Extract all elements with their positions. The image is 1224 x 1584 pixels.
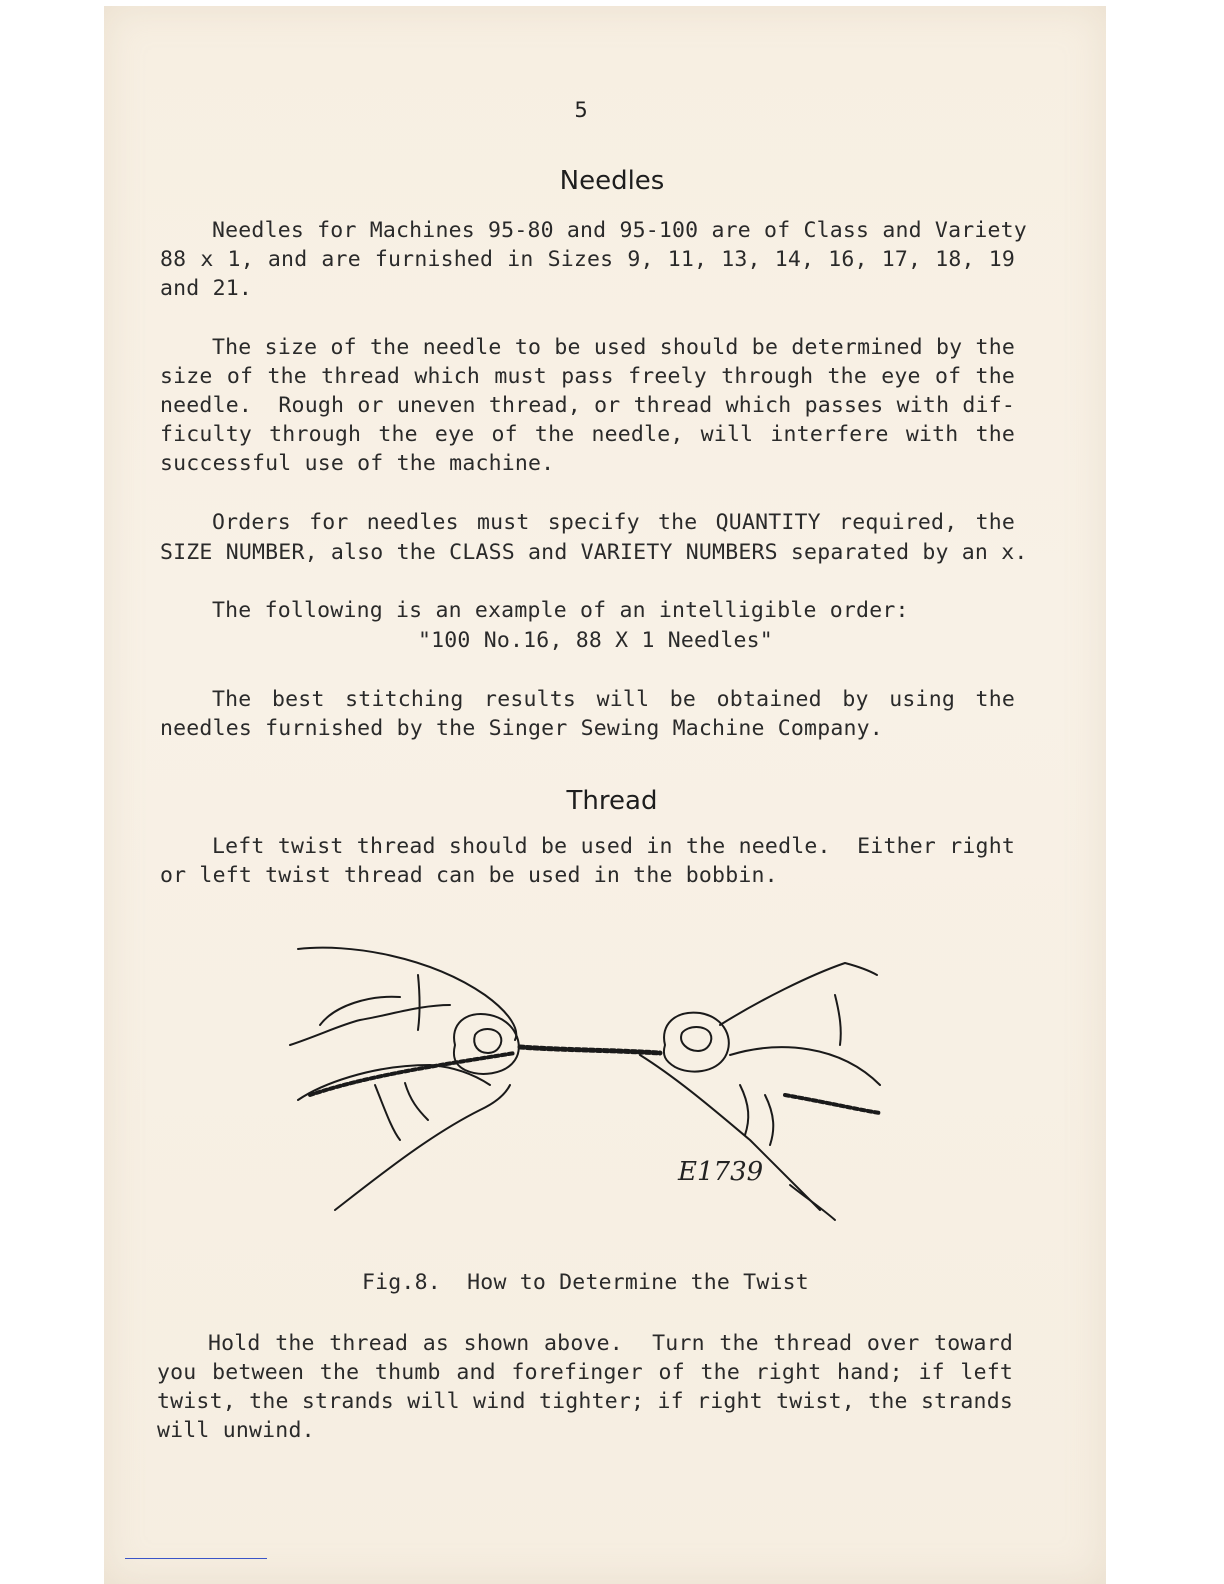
text-line: The best stitching results will be obtained by using the (212, 687, 1015, 712)
text-line: 88 x 1, and are furnished in Sizes 9, 11, 13, 14, 16, 17, 18, 19 (160, 247, 1015, 272)
text-line: you between the thumb and forefinger of the right hand; if left (157, 1360, 1013, 1385)
text-line: The following is an example of an intelligible order: (212, 598, 909, 623)
text-line: Left twist thread should be used in the needle. Either right (212, 834, 1015, 859)
text-line: Orders for needles must specify the QUANTITY required, the (212, 510, 1015, 535)
footer-rule (125, 1558, 267, 1559)
text-line: needle. Rough or uneven thread, or thread which passes with dif- (160, 393, 1015, 418)
text-line: ficulty through the eye of the needle, will interfere with the (160, 422, 1015, 447)
text-line: The size of the needle to be used should be determined by the (212, 335, 1015, 360)
text-line: will unwind. (157, 1418, 315, 1443)
text-line: successful use of the machine. (160, 451, 555, 476)
page-number: 5 (574, 98, 588, 122)
text-line: needles furnished by the Singer Sewing Machine Company. (160, 716, 883, 741)
text-line: and 21. (160, 276, 253, 301)
text-line: SIZE NUMBER, also the CLASS and VARIETY NUMBERS separated by an x. (160, 540, 1028, 565)
figure-label: E1739 (678, 1157, 764, 1187)
text-line: twist, the strands will wind tighter; if right twist, the strands (157, 1389, 1013, 1414)
order-example: "100 No.16, 88 X 1 Needles" (418, 628, 773, 653)
text-line: Needles for Machines 95-80 and 95-100 are of Class and Variety (212, 218, 1027, 243)
text-line: size of the thread which must pass freely through the eye of the (160, 364, 1015, 389)
text-line: or left twist thread can be used in the bobbin. (160, 863, 778, 888)
figure-caption: Fig.8. How to Determine the Twist (362, 1270, 809, 1295)
needles-heading: Needles (559, 166, 665, 196)
thread-heading: Thread (566, 786, 658, 816)
twist-illustration (280, 935, 900, 1235)
text-line: Hold the thread as shown above. Turn the thread over toward (208, 1331, 1013, 1356)
